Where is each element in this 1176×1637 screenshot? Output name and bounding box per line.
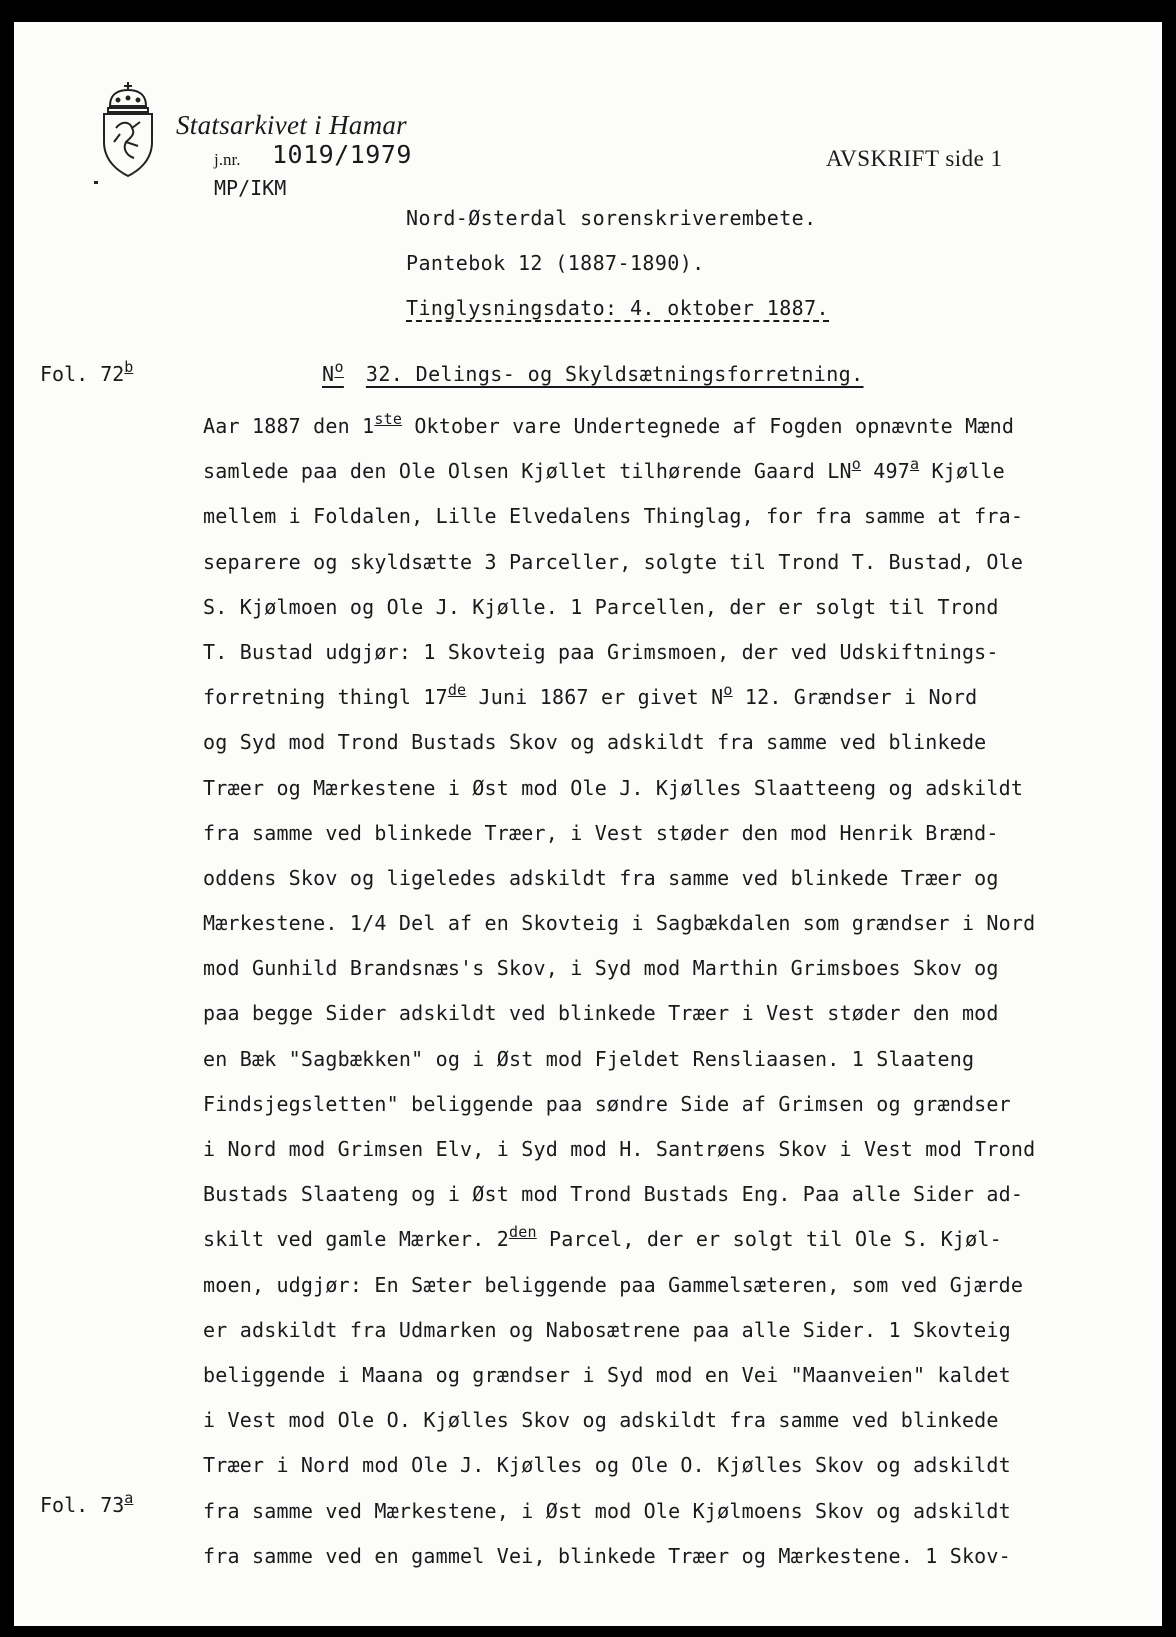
folio-marker-2: Fol. 73$^a$ [40, 1489, 134, 1517]
text-line: fra samme ved blinkede Træer, i Vest støder den mod Henrik Brænd- [203, 820, 999, 845]
text-line: er adskildt fra Udmarken og Nabosætrene paa alle Sider. 1 Skovteig [203, 1317, 1011, 1342]
text-line: beliggende i Maana og grændser i Syd mod en Vei "Maanveien" kaldet [203, 1362, 1011, 1387]
text-line: samlede paa den Ole Olsen Kjøllet tilhørende Gaard $LN^o$ 497$^a$ Kjølle [203, 455, 1005, 484]
coat-of-arms-icon [96, 80, 160, 178]
text-line: og Syd mod Trond Bustads Skov og adskildt fra samme ved blinkede [203, 730, 987, 755]
source-volume: Pantebok 12 (1887-1890). [406, 251, 705, 275]
text-line: Aar 1887 den 1ste Oktober vare Undertegnede af Fogden opnævnte Mænd [203, 410, 1015, 438]
folio-marker-1: Fol. 72$^b$ [40, 358, 134, 386]
text-line: i Vest mod Ole O. Kjølles Skov og adskildt fra samme ved blinkede [203, 1408, 999, 1433]
text-line: mod Gunhild Brandsnæs's Skov, i Syd mod Marthin Grimsboes Skov og [203, 956, 999, 981]
text-line: Bustads Slaateng og i Øst mod Trond Bustads Eng. Paa alle Sider ad- [203, 1182, 1024, 1207]
text-line: Træer i Nord mod Ole J. Kjølles og Ole O. Kjølles Skov og adskildt [203, 1453, 1011, 1478]
text-line: mellem i Foldalen, Lille Elvedalens Thinglag, for fra samme at fra- [203, 504, 1024, 529]
text-line: moen, udgjør: En Sæter beliggende paa Gammelsæteren, som ved Gjærde [203, 1272, 1024, 1297]
text-line: fra samme ved Mærkestene, i Øst mod Ole Kjølmoens Skov og adskildt [203, 1498, 1011, 1523]
journal-number-value: 1019/1979 [272, 140, 412, 169]
text-line: S. Kjølmoen og Ole J. Kjølle. 1 Parcellen, der er solgt til Trond [203, 594, 999, 619]
text-line: oddens Skov og ligeledes adskildt fra samme ved blinkede Træer og [203, 865, 999, 890]
transcript-body [203, 404, 1035, 1579]
transcript-page-label: AVSKRIFT side 1 [826, 146, 1003, 171]
text-line: Findsjegsletten" beliggende paa søndre Side af Grimsen og grændser [203, 1091, 1011, 1116]
institution-name: Statsarkivet i Hamar [176, 110, 407, 140]
entry-title: $N^o$ 32. Delings- og Skyldsætningsforretning. [322, 358, 864, 386]
text-line: en Bæk "Sagbækken" og i Øst mod Fjeldet Rensliaasen. 1 Slaateng [203, 1046, 975, 1071]
text-line: separere og skyldsætte 3 Parceller, solgte til Trond T. Bustad, Ole [203, 549, 1024, 574]
journal-number-label: j.nr. [214, 150, 241, 169]
text-line: fra samme ved en gammel Vei, blinkede Træer og Mærkestene. 1 Skov- [203, 1543, 1011, 1568]
text-line: T. Bustad udgjør: 1 Skovteig paa Grimsmoen, der ved Udskiftnings- [203, 639, 999, 664]
text-line: forretning thingl 17de Juni 1867 er givet $N^o$ 12. Grændser i Nord [203, 681, 978, 710]
text-line: Træer og Mærkestene i Øst mod Ole J. Kjølles Slaatteeng og adskildt [203, 775, 1024, 800]
clerk-initials: MP/IKM [214, 176, 287, 200]
margin-mark [94, 181, 98, 184]
text-line: Mærkestene. 1/4 Del af en Skovteig i Sagbækdalen som grændser i Nord [203, 911, 1036, 936]
text-line: i Nord mod Grimsen Elv, i Syd mod H. Santrøens Skov i Vest mod Trond [203, 1137, 1036, 1161]
text-line: skilt ved gamle Mærker. $2^{den}$ Parcel, der er solgt til Ole S. Kjøl- [203, 1223, 1002, 1252]
source-office: Nord-Østerdal sorenskriverembete. [406, 206, 817, 230]
text-line: paa begge Sider adskildt ved blinkede Træer i Vest støder den mod [203, 1001, 999, 1026]
registration-date: Tinglysningsdato: 4. oktober 1887. [406, 296, 829, 320]
